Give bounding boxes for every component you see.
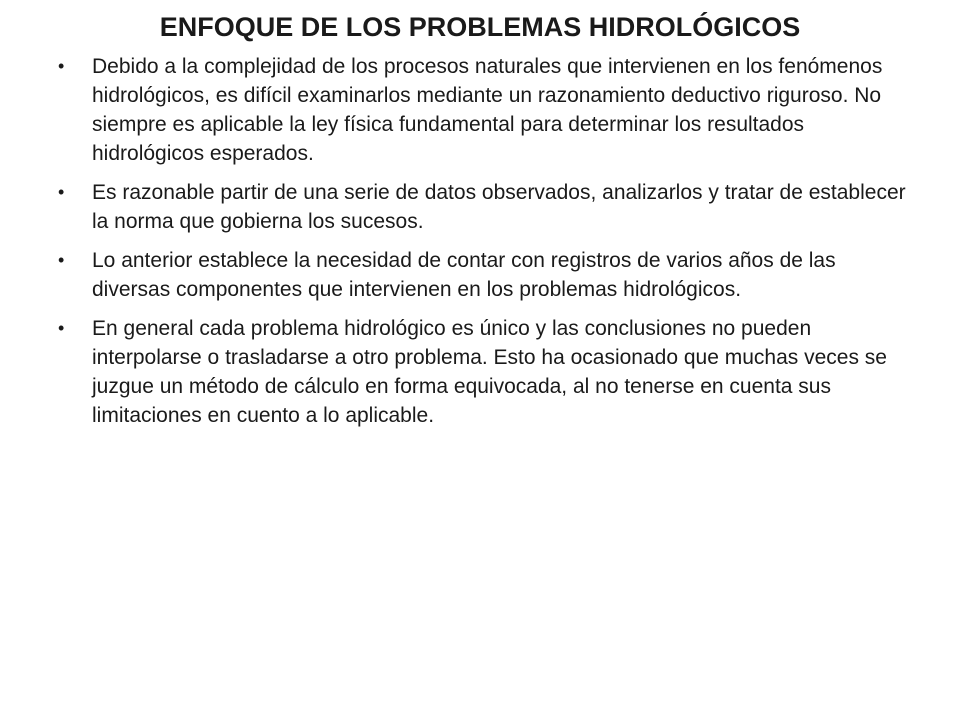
bullet-list bbox=[56, 52, 916, 440]
list-item bbox=[56, 314, 916, 430]
list-item bbox=[56, 178, 916, 236]
bullet-text: Lo anterior establece la necesidad de contar con registros de varios años de las diversas componentes que intervienen en los problemas hidrológicos. bbox=[92, 249, 836, 301]
slide-title: ENFOQUE DE LOS PROBLEMAS HIDROLÓGICOS bbox=[159, 12, 801, 42]
bullet-icon: • bbox=[58, 318, 65, 338]
list-item bbox=[56, 52, 916, 168]
list-item bbox=[56, 246, 916, 304]
bullet-text: En general cada problema hidrológico es único y las conclusiones no pueden interpolarse o trasladarse a otro problema. Esto ha ocasionado que muchas veces se juzgue un método de cálculo en forma equivocada, al no tenerse en cuenta sus limitaciones en cuento a lo aplicable. bbox=[92, 317, 887, 427]
bullet-icon: • bbox=[58, 182, 65, 202]
bullet-text: Debido a la complejidad de los procesos naturales que intervienen en los fenómenos hidrológicos, es difícil examinarlos mediante un razonamiento deductivo riguroso. No siempre es aplicable la ley física fundamental para determinar los resultados hidrológicos esperados. bbox=[92, 55, 883, 165]
bullet-text: Es razonable partir de una serie de datos observados, analizarlos y tratar de establecer la norma que gobierna los sucesos. bbox=[92, 181, 906, 233]
bullet-icon: • bbox=[58, 250, 65, 270]
bullet-icon: • bbox=[58, 56, 65, 76]
